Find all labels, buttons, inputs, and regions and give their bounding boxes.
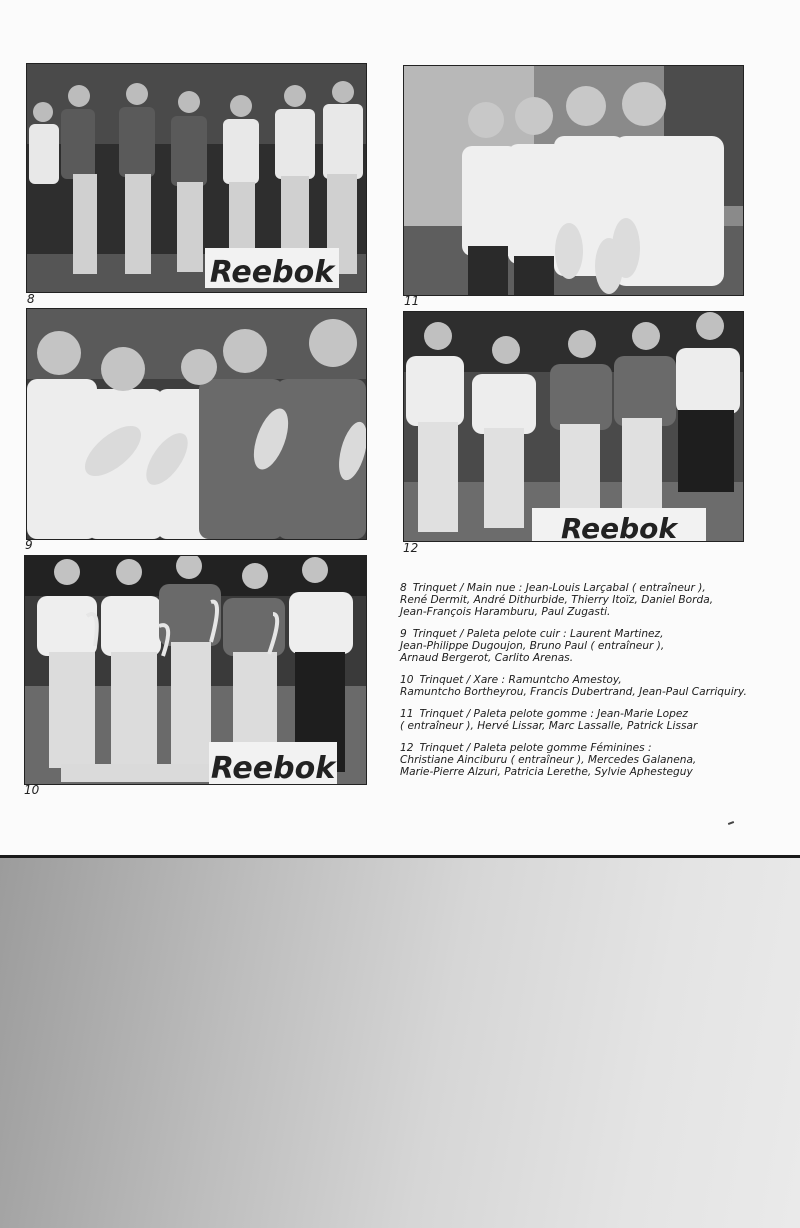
scan-mark	[728, 821, 734, 825]
caption-number: 11	[400, 708, 414, 720]
photo-12	[403, 311, 744, 542]
team-photo-9-image	[27, 309, 366, 539]
figure-number-9: 9	[25, 538, 33, 552]
figure-number-10: 10	[24, 783, 40, 797]
caption-line: ( entraîneur ), Hervé Lissar, Marc Lassalle, Patrick Lissar	[400, 720, 698, 732]
team-photo-11-image	[404, 66, 743, 295]
figure-number-12: 12	[403, 541, 419, 555]
caption-line: Trinquet / Paleta pelote gomme : Jean-Marie Lopez	[419, 708, 688, 720]
caption-line: René Dermit, André Dithurbide, Thierry Itoïz, Daniel Borda,	[400, 594, 714, 606]
team-photo-10-image	[25, 556, 366, 784]
caption-line: Trinquet / Paleta pelote gomme Féminines :	[419, 742, 652, 754]
caption-line: Trinquet / Paleta pelote cuir : Laurent Martinez,	[412, 628, 664, 640]
caption-number: 10	[400, 674, 414, 686]
logo-text-8: Reebok	[209, 255, 335, 290]
caption-line: Marie-Pierre Alzuri, Patricia Lerethe, Sylvie Aphesteguy	[400, 766, 693, 778]
caption-line: Jean-François Haramburu, Paul Zugasti.	[400, 606, 611, 618]
caption-9	[400, 628, 760, 664]
caption-line: Arnaud Bergerot, Carlito Arenas.	[400, 652, 574, 664]
captions-block	[400, 582, 760, 788]
caption-line: Trinquet / Main nue : Jean-Louis Larçabal ( entraîneur ),	[412, 582, 706, 594]
photo-10	[24, 555, 367, 785]
caption-number: 8	[400, 582, 407, 594]
caption-number: 12	[400, 742, 414, 754]
caption-line: Christiane Ainciburu ( entraîneur ), Mercedes Galanena,	[400, 754, 697, 766]
scanner-background	[0, 858, 800, 1228]
caption-line: Trinquet / Xare : Ramuntcho Amestoy,	[419, 674, 622, 686]
caption-line: Jean-Philippe Dugoujon, Bruno Paul ( entraîneur ),	[400, 640, 665, 652]
caption-8	[400, 582, 760, 618]
photo-11	[403, 65, 744, 296]
caption-number: 9	[400, 628, 407, 640]
caption-12	[400, 742, 760, 778]
photo-9	[26, 308, 367, 540]
figure-number-11: 11	[404, 294, 420, 308]
caption-line: Ramuntcho Bortheyrou, Francis Dubertrand, Jean-Paul Carriquiry.	[400, 686, 747, 698]
caption-10	[400, 674, 760, 698]
team-photo-8-image	[27, 64, 366, 292]
photo-8	[26, 63, 367, 293]
logo-text-10: Reebok	[210, 751, 336, 784]
figure-number-8: 8	[27, 292, 35, 306]
caption-11	[400, 708, 760, 732]
logo-text-12: Reebok	[560, 512, 678, 541]
team-photo-12-image	[404, 312, 743, 541]
